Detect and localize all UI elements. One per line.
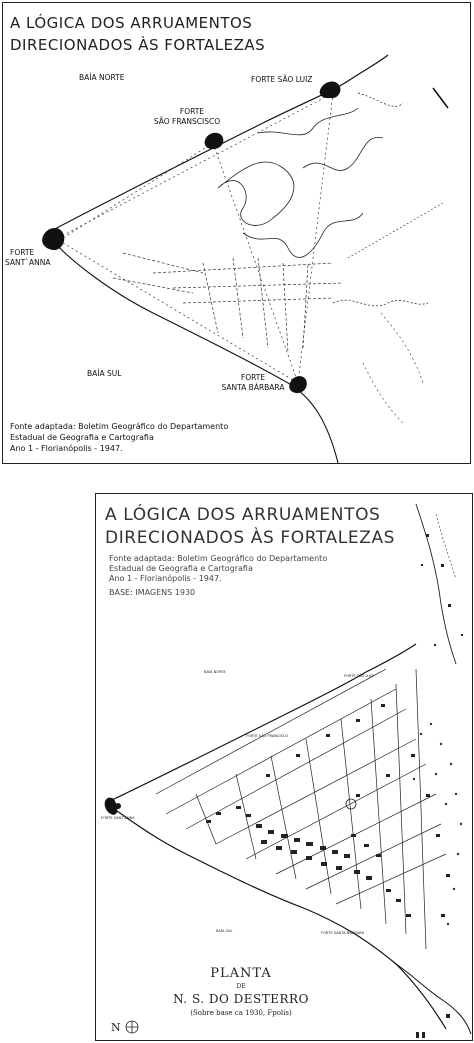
label-baia-sul: BAÍA SUL xyxy=(87,369,122,378)
plan-source-line1: Fonte adaptada: Boletim Geográfico do Departamento xyxy=(109,554,328,563)
tiny-label-forte-santa-barbara: FORTE SANTA BÁRBARA xyxy=(321,931,364,935)
fort-sao-francisco-marker xyxy=(205,133,224,149)
map-diagram-panel xyxy=(2,2,471,464)
tiny-label-forte-santanna: FORTE SANT'ANNA xyxy=(101,816,135,820)
source-line3: Ano 1 - Florianópolis - 1947. xyxy=(10,444,123,453)
fort-santanna-marker xyxy=(42,228,64,250)
north-label: N xyxy=(111,1021,121,1034)
label-baia-norte: BAÍA NORTE xyxy=(79,73,125,82)
city-plan-panel xyxy=(95,493,473,1041)
street-layout-sketch xyxy=(3,3,472,465)
tiny-label-forte-sao-luiz: FORTE SÃO LUIZ xyxy=(344,674,374,678)
map-title-line2: DIRECIONADOS ÀS FORTALEZAS xyxy=(10,36,266,54)
fort-sao-luiz-marker xyxy=(320,81,341,98)
label-forte-santanna-1: FORTE xyxy=(10,248,35,257)
plan-caption-name: N. S. DO DESTERRO xyxy=(173,992,309,1006)
label-forte-santa-barbara-2: SANTA BÁRBARA xyxy=(221,383,285,392)
plan-source-line3: Ano 1 - Florianópolis - 1947. xyxy=(109,574,222,583)
tiny-label-baia-norte: BAÍA NORTE xyxy=(204,670,226,674)
plan-caption-note: (Sobre base ca 1930, Fpolis) xyxy=(190,1009,292,1017)
plan-title-line1: A LÓGICA DOS ARRUAMENTOS xyxy=(105,505,381,525)
label-forte-santa-barbara-1: FORTE xyxy=(240,373,266,382)
tiny-label-baia-sul: BAÍA SUL xyxy=(216,929,233,933)
plan-caption-planta: PLANTA xyxy=(210,966,272,981)
source-line1: Fonte adaptada: Boletim Geográfico do Departamento xyxy=(10,422,229,431)
label-forte-sao-luiz: FORTE SÃO LUIZ xyxy=(251,75,313,84)
label-forte-santanna-2: SANT`ANNA xyxy=(5,258,51,267)
plan-source-line2: Estadual de Geografia e Cartografia xyxy=(109,564,253,573)
source-line2: Estadual de Geografia e Cartografia xyxy=(10,433,154,442)
plan-base: BASE: IMAGENS 1930 xyxy=(109,588,196,597)
plan-caption-de: DE xyxy=(236,983,246,990)
label-forte-sao-francisco-1: FORTE xyxy=(179,107,205,116)
tiny-label-forte-sao-francisco: FORTE SÃO FRANCISCO xyxy=(246,734,289,738)
plan-title-line2: DIRECIONADOS ÀS FORTALEZAS xyxy=(105,528,396,548)
map-title-line1: A LÓGICA DOS ARRUAMENTOS xyxy=(10,14,253,32)
label-forte-sao-francisco-2: SÃO FRANSCISCO xyxy=(153,117,221,126)
